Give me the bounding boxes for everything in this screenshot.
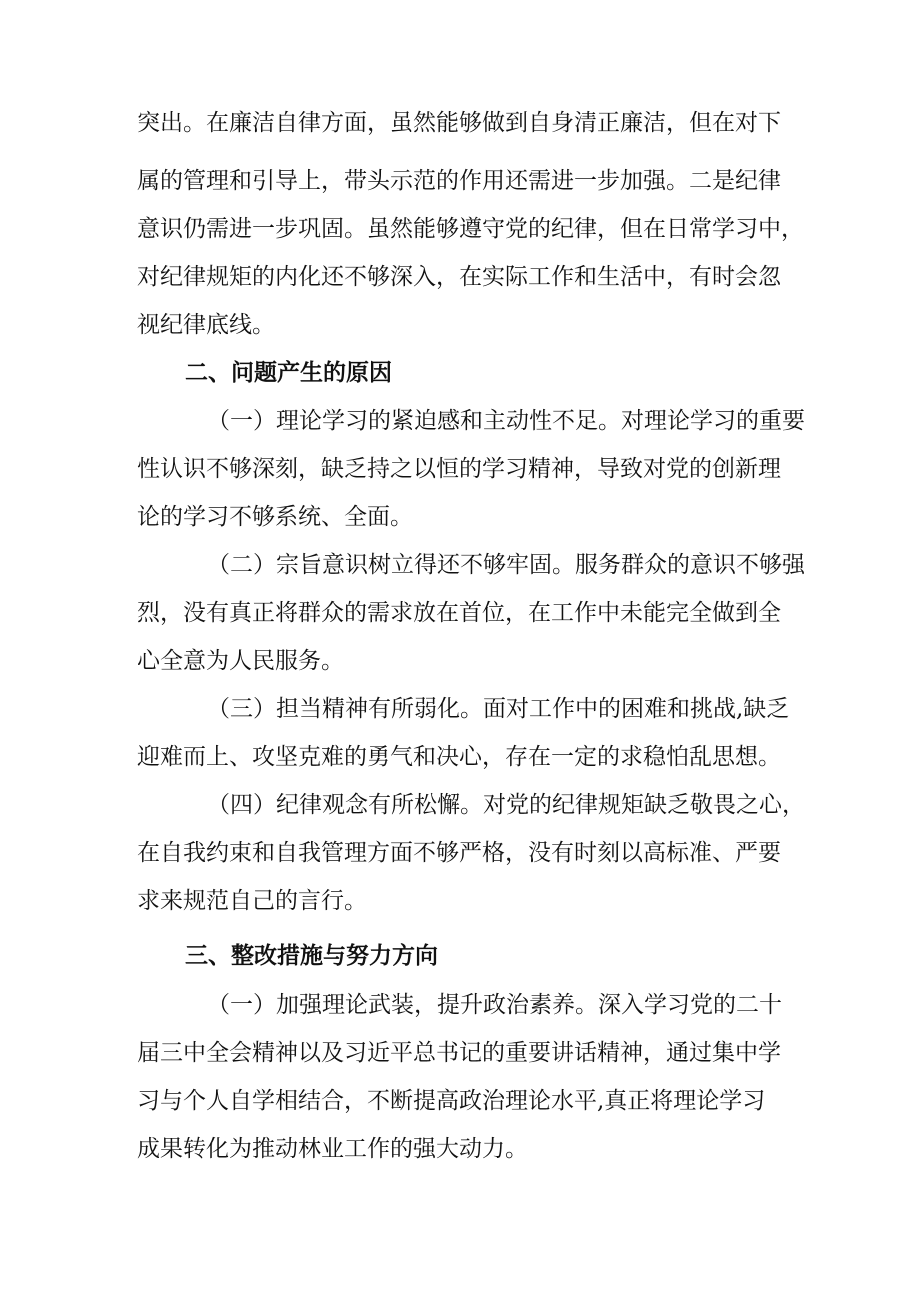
body-line: 求来规范自己的言行。: [137, 888, 367, 914]
body-line: 突出。在廉洁自律方面，虽然能够做到自身清正廉洁，但在对下: [137, 110, 781, 136]
body-line: 习与个人自学相结合，不断提高政治理论水平,真正将理论学习: [137, 1088, 766, 1114]
body-line: 成果转化为推动林业工作的强大动力。: [137, 1136, 528, 1162]
body-line: 意识仍需进一步巩固。虽然能够遵守党的纪律，但在日常学习中，: [137, 216, 804, 242]
body-line: 视纪律底线。: [137, 312, 275, 338]
section-heading-2: 二、问题产生的原因: [185, 360, 392, 386]
section-heading-3: 三、整改措施与努力方向: [185, 943, 438, 969]
paragraph-first-line: （一）理论学习的紧迫感和主动性不足。对理论学习的重要: [207, 408, 805, 434]
body-line: 烈，没有真正将群众的需求放在首位，在工作中未能完全做到全: [137, 600, 781, 626]
paragraph-first-line: （三）担当精神有所弱化。面对工作中的困难和挑战,缺乏: [207, 696, 790, 722]
paragraph-first-line: （一）加强理论武装，提升政治素养。深入学习党的二十: [207, 992, 782, 1018]
body-line: 论的学习不够系统、全面。: [137, 504, 413, 530]
body-line: 性认识不够深刻，缺乏持之以恒的学习精神，导致对党的创新理: [137, 456, 781, 482]
body-line: 迎难而上、攻坚克难的勇气和决心，存在一定的求稳怕乱思想。: [137, 744, 781, 770]
body-line: 对纪律规矩的内化还不够深入，在实际工作和生活中，有时会忽: [137, 264, 781, 290]
body-line: 心全意为人民服务。: [137, 648, 344, 674]
body-line: 属的管理和引导上，带头示范的作用还需进一步加强。二是纪律: [137, 168, 781, 194]
paragraph-first-line: （四）纪律观念有所松懈。对党的纪律规矩缺乏敬畏之心，: [207, 792, 805, 818]
paragraph-first-line: （二）宗旨意识树立得还不够牢固。服务群众的意识不够强: [207, 552, 805, 578]
body-line: 在自我约束和自我管理方面不够严格，没有时刻以高标准、严要: [137, 840, 781, 866]
body-line: 届三中全会精神以及习近平总书记的重要讲话精神，通过集中学: [137, 1040, 781, 1066]
